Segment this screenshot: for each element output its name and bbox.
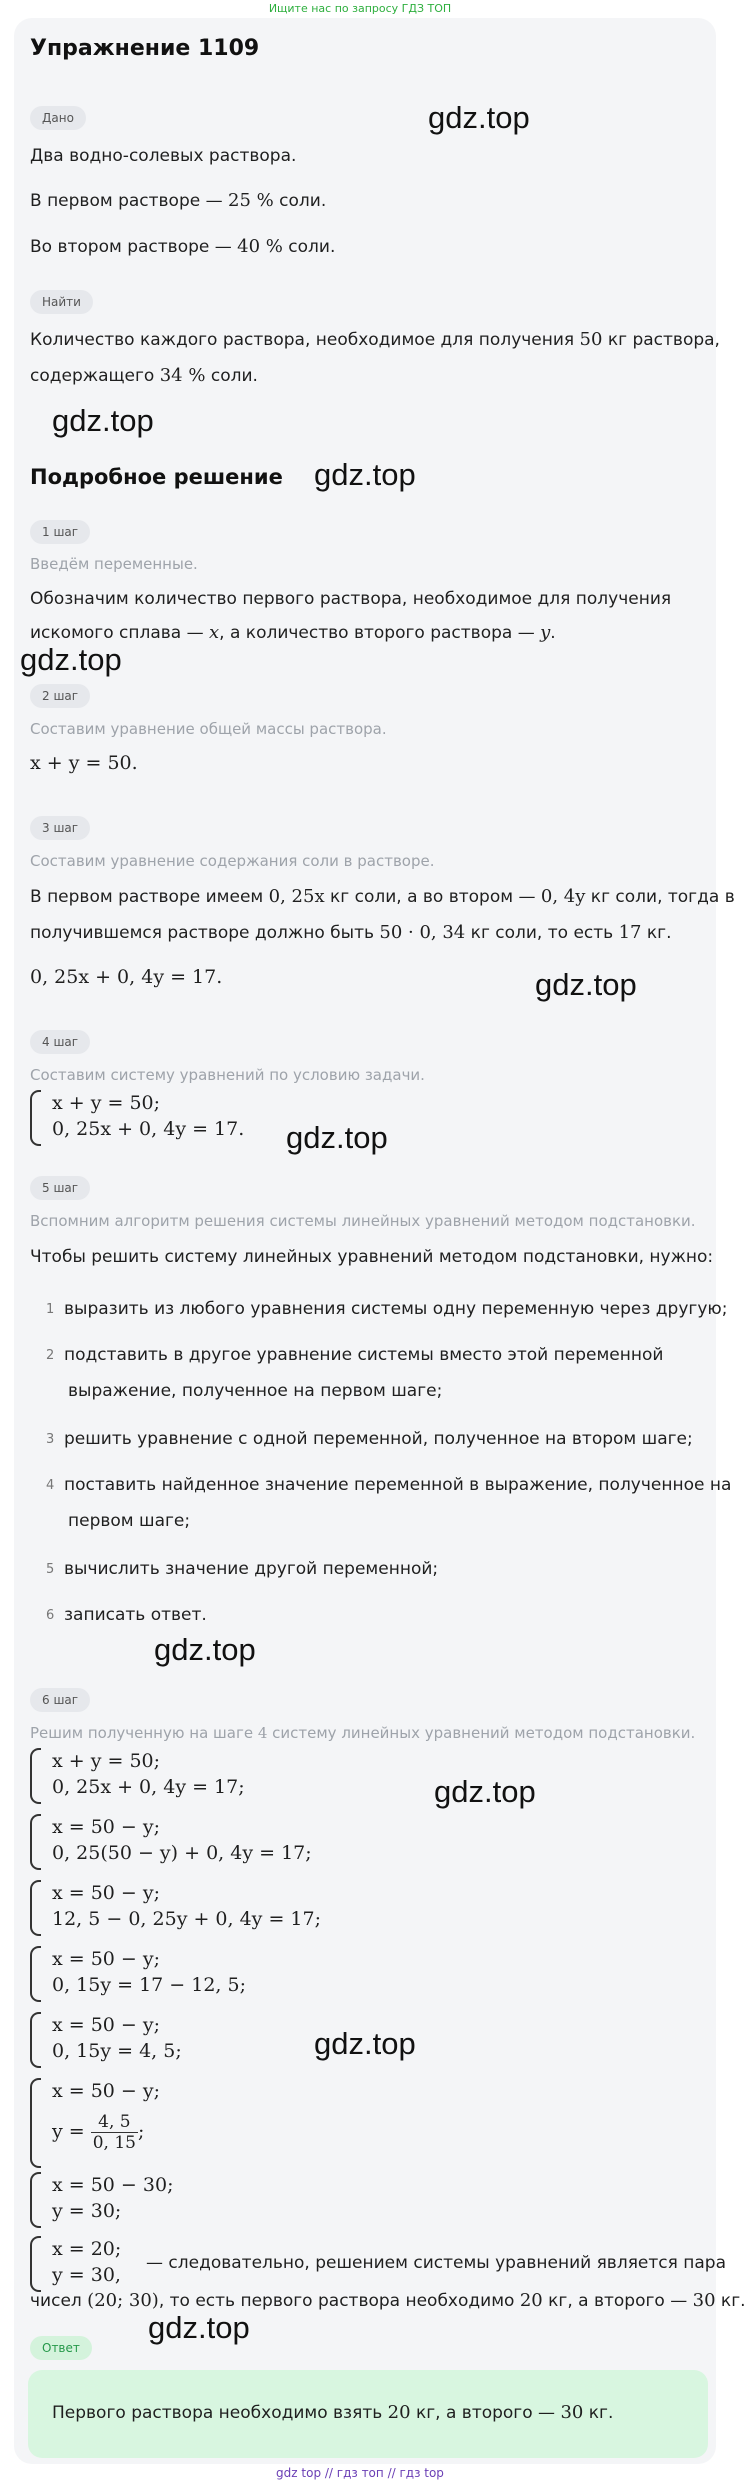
step-5-hint: Вспомним алгоритм решения системы линейных уравнений методом подстановки. (30, 1212, 696, 1230)
system-eq-2: 0, 15y = 4, 5; (52, 2040, 182, 2062)
system-eq-1: x = 50 − y; (52, 1948, 161, 1970)
watermark: gdz.top (148, 2310, 250, 2345)
given-line-3: Во втором растворе — 40 % соли. (30, 236, 336, 257)
step-1-badge: 1 шаг (30, 520, 90, 544)
step-1-hint: Введём переменные. (30, 555, 198, 573)
list-item: выразить из любого уравнения системы одну переменную через другую; (64, 1299, 728, 1319)
find-badge: Найти (30, 290, 93, 314)
answer-text: Первого раствора необходимо взять 20 кг, а второго — 30 кг. (52, 2402, 614, 2423)
list-item-continuation: выражение, полученное на первом шаге; (68, 1381, 443, 1401)
list-item-number: 5 (46, 1562, 55, 1577)
step-3-line-2: получившемся растворе должно быть 50 · 0, 34 кг соли, то есть 17 кг. (30, 922, 672, 943)
list-item: записать ответ. (64, 1605, 207, 1625)
system-brace (30, 1090, 41, 1146)
system-eq-1: x = 50 − y; (52, 2080, 161, 2102)
system-eq-2: y = 30, (52, 2264, 121, 2286)
solution-system (30, 1814, 350, 1870)
system-eq-2: 0, 25x + 0, 4y = 17; (52, 1776, 245, 1798)
step-3-hint: Составим уравнение содержания соли в растворе. (30, 852, 435, 870)
solution-system (30, 1748, 350, 1804)
conclusion-line-2: чисел (20; 30), то есть первого раствора необходимо 20 кг, а второго — 30 кг. (30, 2290, 746, 2311)
solution-system (30, 2012, 350, 2068)
step-2-badge: 2 шаг (30, 684, 90, 708)
solution-system (30, 2172, 350, 2228)
list-item: решить уравнение с одной переменной, полученное на втором шаге; (64, 1429, 693, 1449)
system-eq-1: x = 50 − y; (52, 1816, 161, 1838)
system-eq-1: x + y = 50; (52, 1092, 161, 1114)
list-item-number: 6 (46, 1608, 55, 1623)
footer-links[interactable]: gdz top // гдз топ // гдз top (276, 2466, 444, 2480)
step-4-badge: 4 шаг (30, 1030, 90, 1054)
watermark: gdz.top (314, 457, 416, 492)
conclusion-line-1: — следовательно, решением системы уравнений является пара (146, 2253, 727, 2273)
step-4-system (30, 1090, 330, 1146)
system-eq-1: x = 50 − y; (52, 2014, 161, 2036)
given-line-1: Два водно-солевых раствора. (30, 146, 297, 166)
system-brace (30, 2172, 41, 2228)
watermark: gdz.top (314, 2026, 416, 2061)
top-banner[interactable]: Ищите нас по запросу ГДЗ ТОП (268, 2, 452, 15)
step-2-equation: x + y = 50. (30, 752, 138, 774)
list-item-number: 3 (46, 1432, 55, 1447)
list-item-number: 2 (46, 1348, 55, 1363)
system-eq-2: y = $\frac{4, 5}{0, 15}$ ; (52, 2112, 145, 2153)
watermark: gdz.top (52, 403, 154, 438)
list-item: поставить найденное значение переменной в выражение, полученное на (64, 1475, 732, 1495)
step-3-line-1: В первом растворе имеем 0, 25x кг соли, а во втором — 0, 4y кг соли, тогда в (30, 886, 735, 907)
solution-system (30, 1880, 350, 1936)
system-eq-2: 0, 25x + 0, 4y = 17. (52, 1118, 245, 1140)
step-6-badge: 6 шаг (30, 1688, 90, 1712)
step-6-hint: Решим полученную на шаге 4 систему линейных уравнений методом подстановки. (30, 1724, 696, 1742)
step-3-equation: 0, 25x + 0, 4y = 17. (30, 966, 223, 988)
page-title: Упражнение 1109 (30, 36, 260, 61)
given-badge: Дано (30, 106, 86, 130)
step-3-badge: 3 шаг (30, 816, 90, 840)
system-brace (30, 1946, 41, 2002)
step-4-hint: Составим систему уравнений по условию задачи. (30, 1066, 425, 1084)
watermark: gdz.top (535, 967, 637, 1002)
system-eq-1: x + y = 50; (52, 1750, 161, 1772)
system-brace (30, 2078, 41, 2168)
watermark: gdz.top (154, 1632, 256, 1667)
answer-badge: Ответ (30, 2336, 92, 2360)
system-eq-1: x = 50 − y; (52, 1882, 161, 1904)
system-eq-2: y = 30; (52, 2200, 122, 2222)
answer-box (28, 2370, 708, 2458)
watermark: gdz.top (286, 1120, 388, 1155)
step-2-hint: Составим уравнение общей массы раствора. (30, 720, 387, 738)
solution-title: Подробное решение (30, 465, 283, 489)
system-eq-2: 0, 25(50 − y) + 0, 4y = 17; (52, 1842, 312, 1864)
watermark: gdz.top (428, 100, 530, 135)
watermark: gdz.top (434, 1774, 536, 1809)
step-1-line-2: искомого сплава — x, а количество второго раствора — y. (30, 622, 556, 643)
list-item-number: 4 (46, 1478, 55, 1493)
system-eq-2: 0, 15y = 17 − 12, 5; (52, 1974, 246, 1996)
system-brace (30, 2236, 41, 2292)
system-brace (30, 1880, 41, 1936)
given-line-2: В первом растворе — 25 % соли. (30, 190, 327, 211)
list-item: вычислить значение другой переменной; (64, 1559, 439, 1579)
system-brace (30, 2012, 41, 2068)
system-brace (30, 1748, 41, 1804)
list-item-continuation: первом шаге; (68, 1511, 191, 1531)
list-item-number: 1 (46, 1302, 55, 1317)
system-eq-1: x = 50 − 30; (52, 2174, 174, 2196)
find-line-2: содержащего 34 % соли. (30, 365, 258, 386)
system-brace (30, 1814, 41, 1870)
solution-system (30, 1946, 350, 2002)
system-eq-2: 12, 5 − 0, 25y + 0, 4y = 17; (52, 1908, 321, 1930)
list-item: подставить в другое уравнение системы вместо этой переменной (64, 1345, 664, 1365)
fraction: $\frac{4, 5}{0, 15}$ (92, 2112, 136, 2153)
find-line-1: Количество каждого раствора, необходимое для получения 50 кг раствора, (30, 329, 720, 350)
system-eq-1: x = 20; (52, 2238, 122, 2260)
solution-system-fraction (30, 2078, 350, 2168)
step-5-intro: Чтобы решить систему линейных уравнений методом подстановки, нужно: (30, 1247, 714, 1267)
step-1-line-1: Обозначим количество первого раствора, необходимое для получения (30, 589, 672, 609)
step-5-badge: 5 шаг (30, 1176, 90, 1200)
watermark: gdz.top (20, 642, 122, 677)
